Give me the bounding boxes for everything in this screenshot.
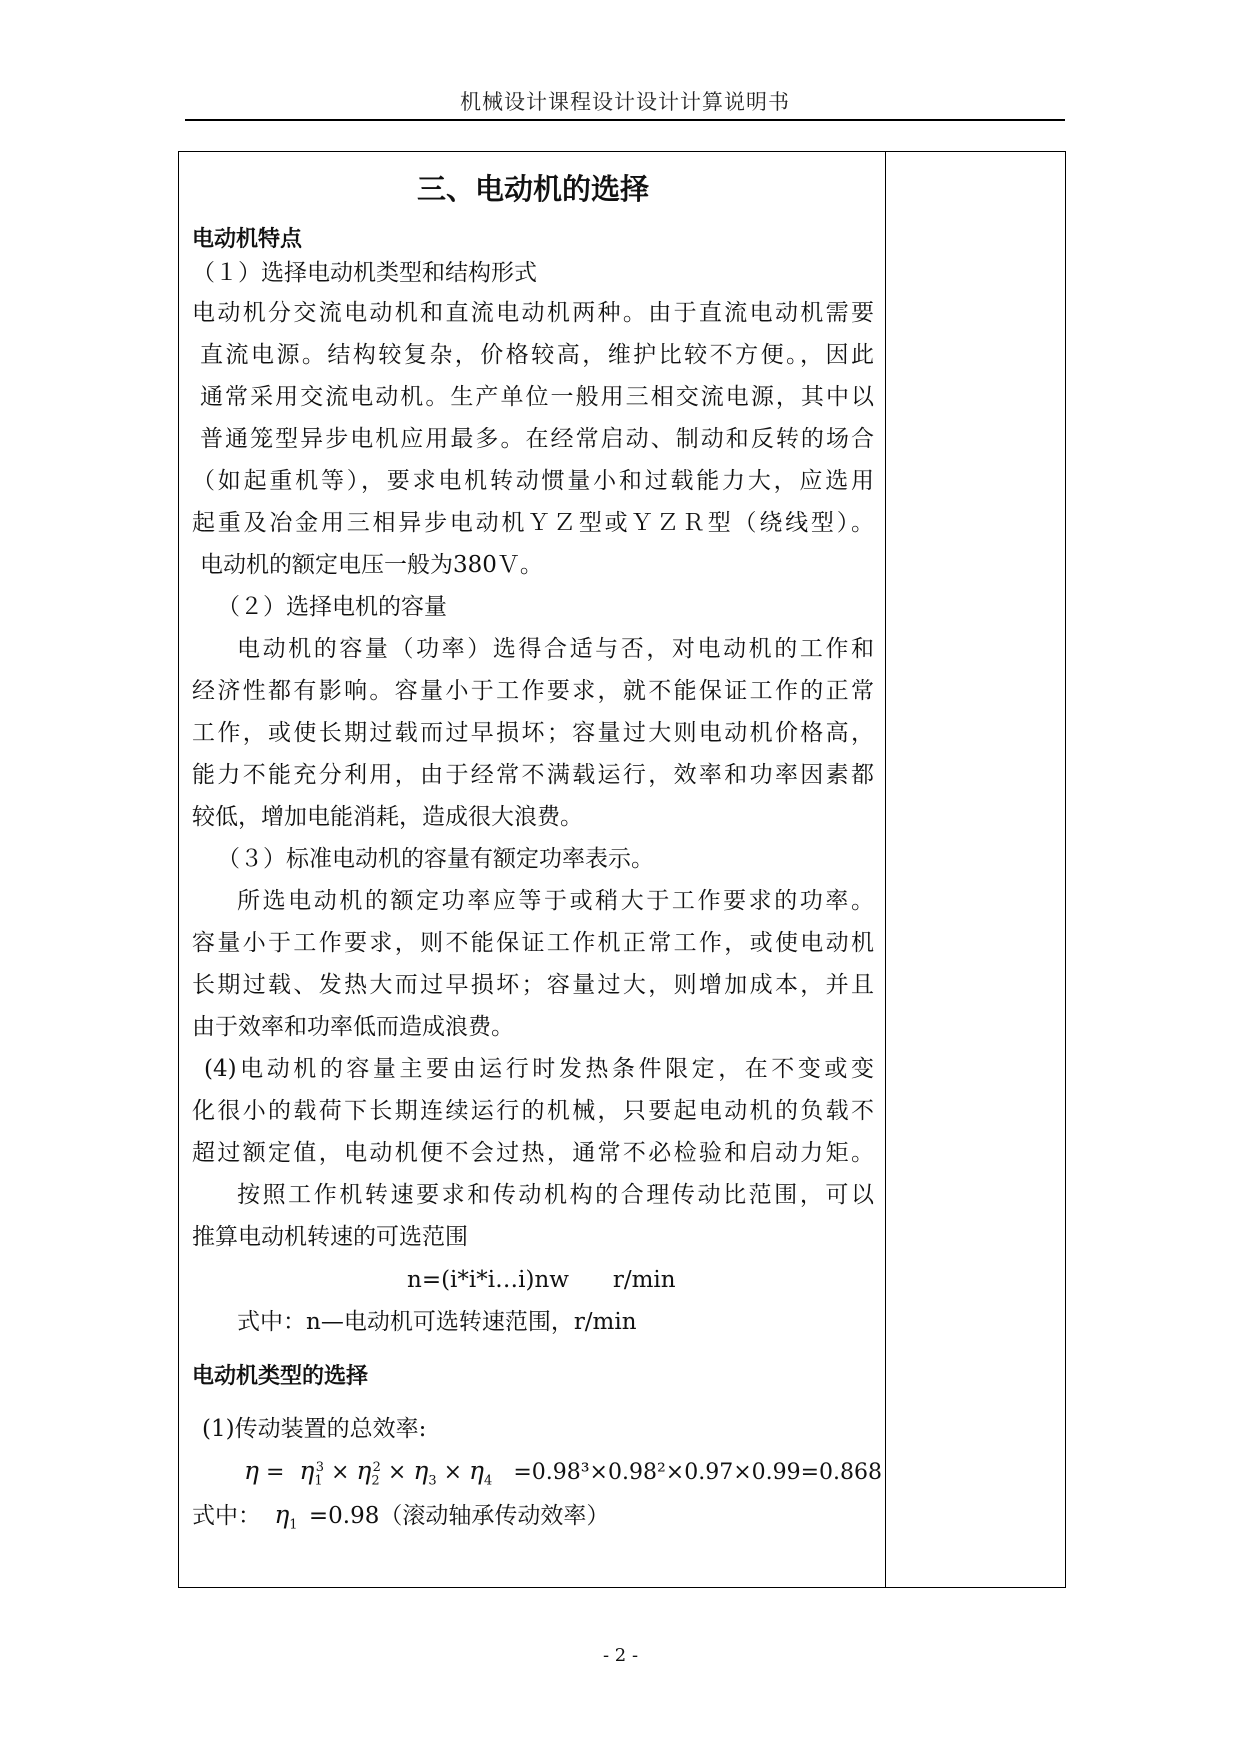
paragraph-2-title: （２）选择电机的容量 xyxy=(217,594,447,620)
paragraph-1-line: （如起重机等），要求电机转动惯量小和过载能力大，应选用 xyxy=(192,468,874,494)
paragraph-3-line: 由于效率和功率低而造成浪费。 xyxy=(192,1014,514,1040)
efficiency-title: (1)传动装置的总效率: xyxy=(202,1416,427,1442)
efficiency-formula xyxy=(244,1456,882,1488)
speed-formula: n=(i*i*i…i)nw r/min xyxy=(407,1267,676,1293)
page-number: - 2 - xyxy=(602,1645,639,1666)
header-rule xyxy=(185,119,1065,121)
paragraph-2-line: 经济性都有影响。容量小于工作要求，就不能保证工作的正常 xyxy=(192,678,874,704)
paragraph-3-line: 长期过载、发热大而过早损坏；容量过大，则增加成本，并且 xyxy=(192,972,874,998)
paragraph-2-line: 能力不能充分利用，由于经常不满载运行，效率和功率因素都 xyxy=(192,762,874,788)
paragraph-3-title: （３）标准电动机的容量有额定功率表示。 xyxy=(217,846,654,872)
paragraph-2-line: 电动机的容量（功率）选得合适与否，对电动机的工作和 xyxy=(237,636,874,662)
section-title: 三、电动机的选择 xyxy=(416,172,649,206)
efficiency-note-prefix: 式中： xyxy=(192,1503,261,1529)
formula-product: $\eta_1^3 \times \eta_2^2 \times \eta_3 \times \eta_4$ xyxy=(299,1456,493,1489)
paragraph-1-line: 电动机的额定电压一般为380Ｖ。 xyxy=(200,552,543,578)
paragraph-2-line: 工作，或使长期过载而过早损坏；容量过大则电动机价格高， xyxy=(192,720,874,746)
paragraph-1-line: 通常采用交流电动机。生产单位一般用三相交流电源，其中以 xyxy=(200,384,874,410)
heading-motor-type: 电动机类型的选择 xyxy=(192,1364,369,1389)
paragraph-3-line: 所选电动机的额定功率应等于或稍大于工作要求的功率。 xyxy=(237,888,874,914)
efficiency-note: 式中： $\eta_1 =0.98$（滚动轴承传动效率） xyxy=(192,1500,610,1533)
paragraph-1-line: 电动机分交流电动机和直流电动机两种。由于直流电动机需要 xyxy=(192,300,874,326)
eta-symbol: η xyxy=(244,1456,259,1485)
paragraph-2-line: 较低，增加电能消耗，造成很大浪费。 xyxy=(192,804,583,830)
formula-result: =0.98³×0.98²×0.97×0.99=0.868 xyxy=(513,1460,883,1485)
efficiency-note-text: =0.98（滚动轴承传动效率） xyxy=(308,1503,610,1529)
formula-equals: = xyxy=(265,1460,285,1485)
paragraph-4-line: 化很小的载荷下长期连续运行的机械，只要起电动机的负载不 xyxy=(192,1098,874,1124)
paragraph-1-title: （１）选择电动机类型和结构形式 xyxy=(192,260,537,286)
running-header: 机械设计课程设计设计计算说明书 xyxy=(460,90,790,114)
side-column-divider xyxy=(885,151,886,1588)
paragraph-4-line: 按照工作机转速要求和传动机构的合理传动比范围，可以 xyxy=(237,1182,874,1208)
paragraph-3-line: 容量小于工作要求，则不能保证工作机正常工作，或使电动机 xyxy=(192,930,874,956)
paragraph-1-line: 直流电源。结构较复杂，价格较高，维护比较不方便。，因此 xyxy=(200,342,874,368)
heading-features: 电动机特点 xyxy=(192,227,303,252)
speed-formula-note: 式中：n—电动机可选转速范围，r/min xyxy=(237,1309,637,1335)
paragraph-1-line: 起重及冶金用三相异步电动机ＹＺ型或ＹＺＲ型（绕线型）。 xyxy=(192,510,874,536)
paragraph-4-line: 推算电动机转速的可选范围 xyxy=(192,1224,468,1250)
paragraph-1-line: 普通笼型异步电机应用最多。在经常启动、制动和反转的场合 xyxy=(200,426,874,452)
paragraph-4-line: (4)电动机的容量主要由运行时发热条件限定，在不变或变 xyxy=(204,1056,874,1082)
paragraph-4-line: 超过额定值，电动机便不会过热，通常不必检验和启动力矩。 xyxy=(192,1140,874,1166)
